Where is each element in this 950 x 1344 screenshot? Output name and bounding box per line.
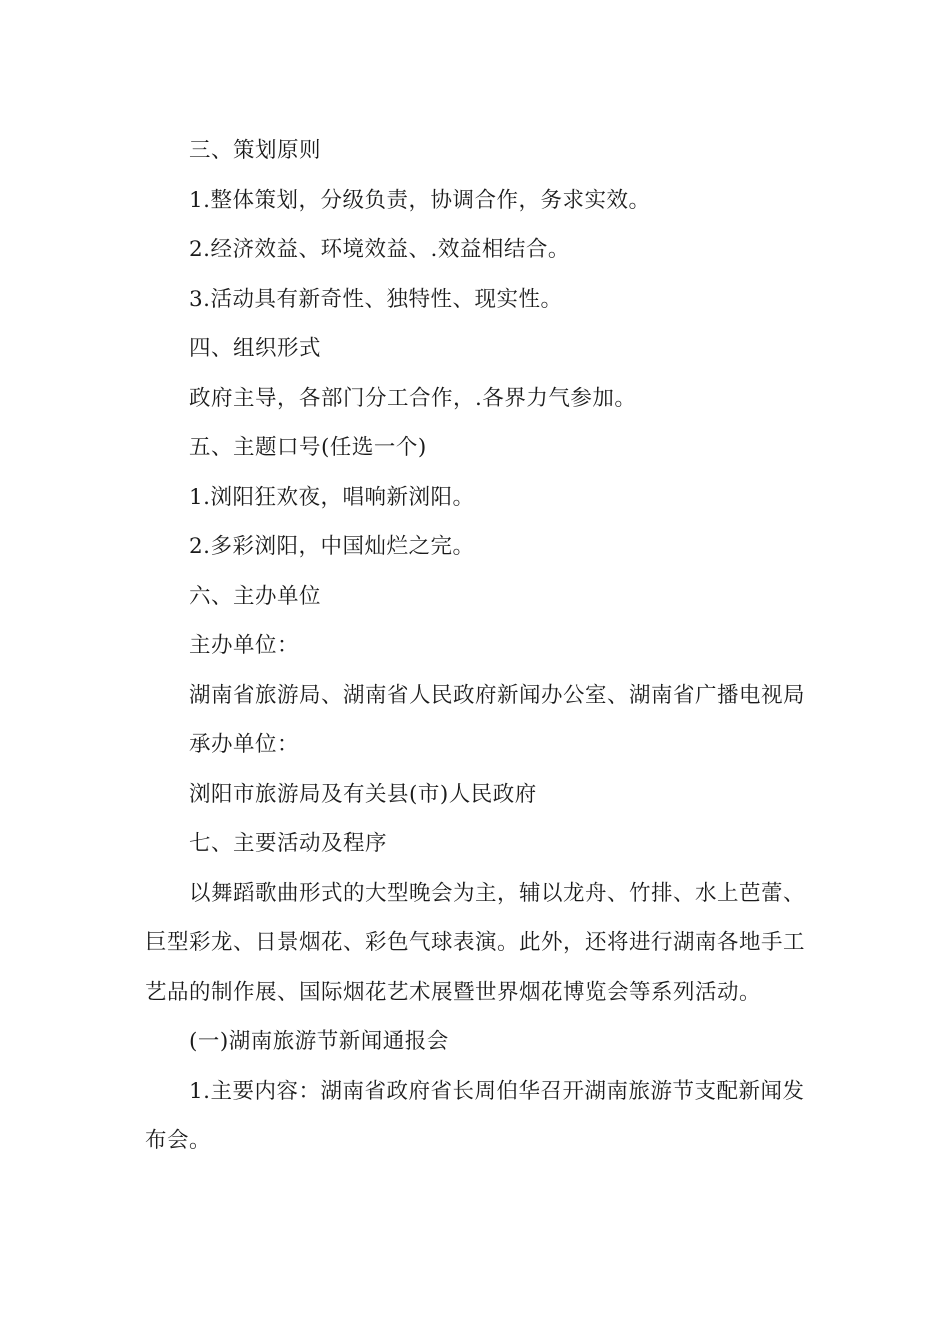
- label-host: 主办单位：: [189, 633, 300, 658]
- paragraph-activities: 以舞蹈歌曲形式的大型晚会为主，辅以龙舟、竹排、水上芭蕾、巨型彩龙、日景烟花、彩色气球表演。此外，还将进行湖南各地手工艺品的制作展、国际烟花艺术展暨世界烟花博览会等系列活动。: [145, 880, 806, 1005]
- list-item: 1.整体策划，分级负责，协调合作，务求实效。: [189, 187, 651, 213]
- list-item: 2.多彩浏阳，中国灿烂之完。: [189, 534, 475, 559]
- list-item: 1.主要内容：湖南省政府省长周伯华召开湖南旅游节支配新闻发布会。: [145, 1078, 805, 1153]
- paragraph: 政府主导，各部门分工合作，.各界力气参加。: [189, 385, 637, 411]
- document-body: [145, 126, 825, 1166]
- paragraph-host-units: 湖南省旅游局、湖南省人民政府新闻办公室、湖南省广播电视局: [189, 682, 806, 708]
- list-item: 2.经济效益、环境效益、.效益相结合。: [189, 237, 570, 262]
- heading-theme-slogan: 五、主题口号(任选一个): [189, 435, 427, 460]
- list-item: 3.活动具有新奇性、独特性、现实性。: [189, 286, 563, 312]
- heading-organizers: 六、主办单位: [189, 583, 322, 609]
- heading-organization-form: 四、组织形式: [189, 336, 322, 361]
- heading-planning-principles: 三、策划原则: [189, 138, 322, 163]
- paragraph-undertaker-units: 浏阳市旅游局及有关县(市)人民政府: [189, 781, 537, 807]
- subheading-press-conference: (一)湖南旅游节新闻通报会: [189, 1029, 449, 1054]
- list-item: 1.浏阳狂欢夜，唱响新浏阳。: [189, 484, 475, 510]
- heading-main-activities: 七、主要活动及程序: [189, 831, 388, 856]
- label-undertaker: 承办单位：: [189, 732, 300, 757]
